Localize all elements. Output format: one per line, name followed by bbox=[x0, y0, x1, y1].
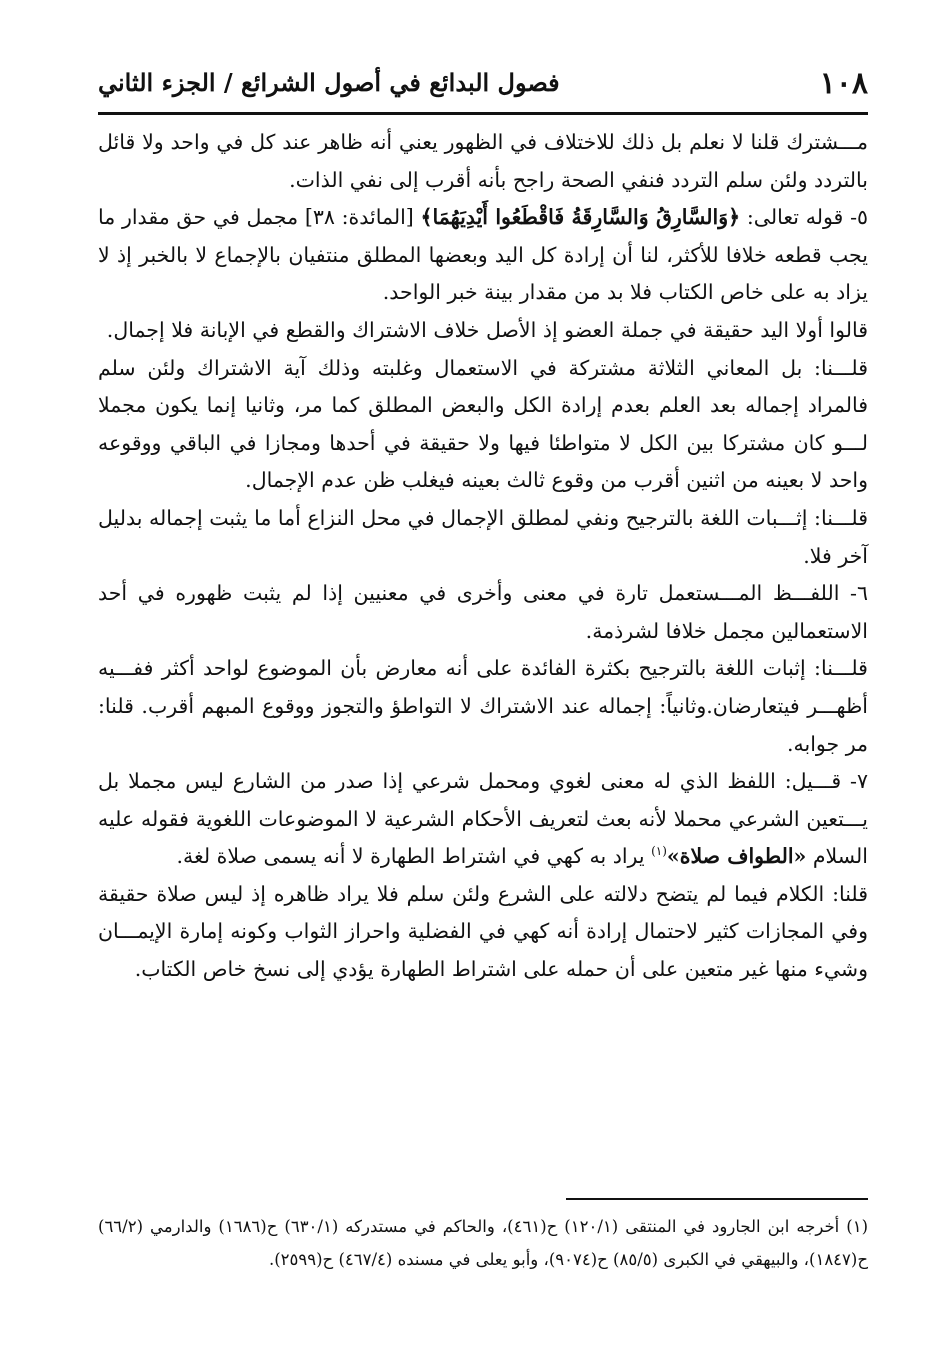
footnotes bbox=[98, 1210, 868, 1276]
page-header bbox=[98, 66, 868, 106]
hadith-quote: «الطواف صلاة» bbox=[666, 844, 807, 869]
paragraph-2-start: ٥- قوله تعالى: bbox=[740, 205, 869, 230]
running-title: فصول البدائع في أصول الشرائع / الجزء الثاني bbox=[98, 68, 560, 97]
paragraph-6: ٦- اللفـــظ المـــستعمل تارة في معنى وأخرى في معنيين إذا لم يثبت ظهوره في أحد الاستعمالين مجمل خلافا لشرذمة. bbox=[98, 581, 868, 643]
paragraph-8 bbox=[98, 763, 868, 876]
paragraph-2-end: [المائدة: ٣٨] مجمل في حق مقدار ما يجب قطعه خلافا للأكثر، لنا أن إرادة كل اليد وبعضها المطلق منتفيان بالإجماع لا بالخبر إذ لا يزاد به على خاص الكتاب فلا بد من مقدار بينة خبر الواحد. bbox=[98, 205, 868, 305]
paragraph-5: قلـــنا: إثـــبات اللغة بالترجيح ونفي لمطلق الإجمال في محل النزاع أما ما يثبت إجماله بدليل آخر فلا. bbox=[98, 505, 868, 568]
paragraph-1: مـــشترك قلنا لا نعلم بل ذلك للاختلاف في الظهور يعني أنه ظاهر عند كل في واحد ولا قائل بالتردد ولئن سلم التردد فنفي الصحة راجح بأنه أقرب إلى نفي الذات. bbox=[98, 130, 868, 192]
paragraph-9: قلنا: الكلام فيما لم يتضح دلالته على الشرع ولئن سلم فلا يراد ظاهره إذ ليس صلاة حقيقة وفي المجازات كثير لاحتمال إرادة أنه كهي في الفضلية واحراز الثواب وكونه إمارة الإيمـــان وشيء منها غير متعين على أن حمله على اشتراط الطهارة يؤدي إلى نسخ خاص الكتاب. bbox=[98, 881, 868, 982]
footnote-rule bbox=[566, 1198, 868, 1200]
footnote-marker[interactable]: (١) bbox=[651, 844, 667, 859]
paragraph-7: قلـــنا: إثبات اللغة بالترجيح بكثرة الفائدة على أنه معارض بأن الموضوع لواحد أكثر ففـــيه أظهـــر فيتعارضان.وثانياً: إجماله عند الاشتراك لا التواطؤ والتجوز ووقوع المبهم أقرب. قلنا: مر جوابه. bbox=[98, 656, 868, 756]
quran-verse: ﴿وَالسَّارِقُ وَالسَّارِقَةُ فَاقْطَعُوا أَيْدِيَهُمَا﴾ bbox=[420, 205, 741, 230]
paragraph-4: قلـــنا: بل المعاني الثلاثة مشتركة في الاستعمال وغلبته وذلك آية الاشتراك ولئن سلم فالمراد إجماله بعد العلم بعدم إرادة الكل والبعض المطلق كما مر، وثانيا إنما يكون مجملا لـــو كان مشتركا بين الكل لا متواطئا فيها ولا حقيقة في أحدها ومجازا في الباقي ووقوعه واحد لا بعينه من اثنين أقرب من وقوع ثالث بعينه فيغلب ظن عدم الإجمال. bbox=[98, 355, 868, 493]
footnote-1: (١) أخرجه ابن الجارود في المنتقى (١٢٠/١) ح(٤٦١)، والحاكم في مستدركه (٦٣٠/١) ح(١٦٨٦) والدارمي (٦٦/٢) ح(١٨٤٧)، والبيهقي في الكبرى (٨٥/٥) ح(٩٠٧٤)، وأبو يعلى في مسنده (٤٦٧/٤) ح(٢٥٩٩). bbox=[98, 1217, 869, 1269]
paragraph-8-start: ٧- قـــيل: اللفظ الذي له معنى لغوي ومحمل شرعي إذا صدر من الشارع ليس مجملا بل يـــتعين الشرعي محملا لأنه بعث لتعريف الأحكام الشرعية لا الموضوعات اللغوية فقوله عليه السلام bbox=[98, 769, 868, 869]
page-number: ١٠٨ bbox=[819, 66, 868, 101]
paragraph-3: قالوا أولا اليد حقيقة في جملة العضو إذ الأصل خلاف الاشتراك والقطع في الإبانة فلا إجمال. bbox=[106, 317, 868, 342]
paragraph-8-end: يراد به كهي في اشتراط الطهارة لا أنه يسمى صلاة لغة. bbox=[176, 844, 652, 869]
header-rule bbox=[98, 112, 868, 115]
main-text bbox=[98, 124, 868, 989]
paragraph-2 bbox=[98, 199, 868, 312]
